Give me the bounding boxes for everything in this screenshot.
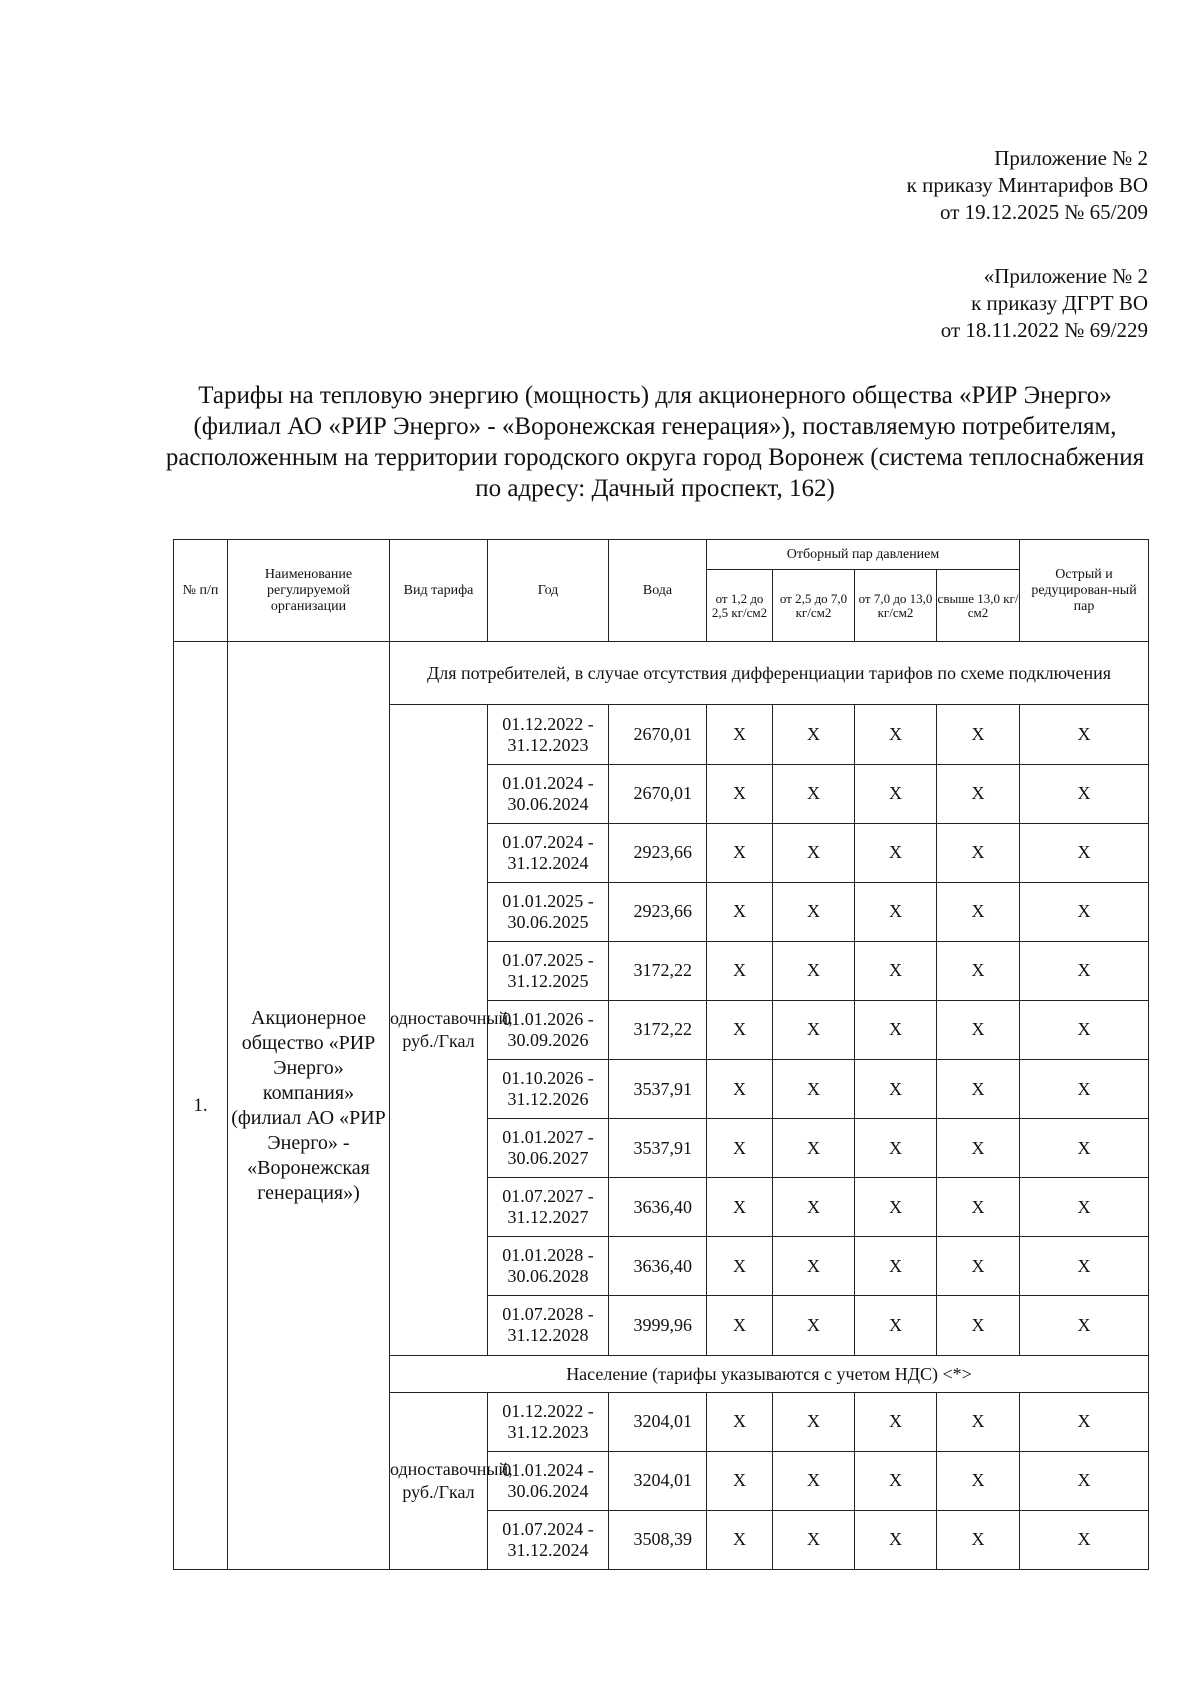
not-applicable-mark: X [937, 882, 1020, 941]
not-applicable-mark: X [707, 1000, 773, 1059]
water-value: 3204,01 [609, 1392, 707, 1451]
period-cell: 01.12.2022 - 31.12.2023 [488, 1392, 609, 1451]
not-applicable-mark: X [1020, 1296, 1149, 1355]
not-applicable-mark: X [855, 1237, 937, 1296]
not-applicable-mark: X [773, 705, 855, 764]
not-applicable-mark: X [707, 941, 773, 1000]
not-applicable-mark: X [937, 1178, 1020, 1237]
not-applicable-mark: X [1020, 823, 1149, 882]
not-applicable-mark: X [1020, 1000, 1149, 1059]
header-steam-group: Отборный пар давлением [707, 540, 1020, 570]
not-applicable-mark: X [1020, 1510, 1149, 1569]
section-heading: Население (тарифы указываются с учетом НДС) <*> [390, 1355, 1149, 1392]
prior-annex-reference [941, 263, 1148, 344]
not-applicable-mark: X [937, 1451, 1020, 1510]
not-applicable-mark: X [937, 705, 1020, 764]
water-value: 3172,22 [609, 941, 707, 1000]
period-cell: 01.07.2025 - 31.12.2025 [488, 941, 609, 1000]
annex-reference [907, 145, 1148, 226]
not-applicable-mark: X [773, 1510, 855, 1569]
water-value: 2923,66 [609, 882, 707, 941]
water-value: 3999,96 [609, 1296, 707, 1355]
not-applicable-mark: X [855, 1119, 937, 1178]
not-applicable-mark: X [707, 823, 773, 882]
not-applicable-mark: X [937, 1000, 1020, 1059]
not-applicable-mark: X [707, 705, 773, 764]
not-applicable-mark: X [773, 764, 855, 823]
water-value: 2670,01 [609, 705, 707, 764]
not-applicable-mark: X [1020, 705, 1149, 764]
not-applicable-mark: X [937, 941, 1020, 1000]
not-applicable-mark: X [773, 882, 855, 941]
not-applicable-mark: X [937, 764, 1020, 823]
prior-annex-line: «Приложение № 2 [983, 264, 1148, 288]
water-value: 3508,39 [609, 1510, 707, 1569]
not-applicable-mark: X [855, 882, 937, 941]
not-applicable-mark: X [937, 1119, 1020, 1178]
not-applicable-mark: X [707, 1296, 773, 1355]
not-applicable-mark: X [707, 1178, 773, 1237]
tariff-type: одноставочный, руб./Гкал [390, 1392, 488, 1569]
not-applicable-mark: X [707, 1451, 773, 1510]
section-heading: Для потребителей, в случае отсутствия дифференциации тарифов по схеме подключения [390, 642, 1149, 705]
period-cell: 01.07.2028 - 31.12.2028 [488, 1296, 609, 1355]
not-applicable-mark: X [855, 1178, 937, 1237]
not-applicable-mark: X [937, 1296, 1020, 1355]
not-applicable-mark: X [707, 764, 773, 823]
header-num: № п/п [174, 540, 228, 642]
not-applicable-mark: X [855, 1451, 937, 1510]
not-applicable-mark: X [855, 1392, 937, 1451]
not-applicable-mark: X [773, 1451, 855, 1510]
not-applicable-mark: X [773, 1392, 855, 1451]
water-value: 3537,91 [609, 1060, 707, 1119]
not-applicable-mark: X [855, 1296, 937, 1355]
not-applicable-mark: X [1020, 941, 1149, 1000]
header-org: Наименование регулируемой организации [228, 540, 390, 642]
not-applicable-mark: X [773, 1237, 855, 1296]
water-value: 2670,01 [609, 764, 707, 823]
header-tariff-type: Вид тарифа [390, 540, 488, 642]
not-applicable-mark: X [937, 823, 1020, 882]
header-water: Вода [609, 540, 707, 642]
prior-annex-line: от 18.11.2022 № 69/229 [940, 318, 1148, 342]
period-cell: 01.01.2024 - 30.06.2024 [488, 1451, 609, 1510]
water-value: 3204,01 [609, 1451, 707, 1510]
not-applicable-mark: X [707, 882, 773, 941]
not-applicable-mark: X [1020, 1237, 1149, 1296]
not-applicable-mark: X [1020, 1178, 1149, 1237]
not-applicable-mark: X [937, 1392, 1020, 1451]
not-applicable-mark: X [1020, 1392, 1149, 1451]
tariff-table-body [174, 642, 1149, 1570]
not-applicable-mark: X [855, 1060, 937, 1119]
water-value: 3636,40 [609, 1237, 707, 1296]
not-applicable-mark: X [937, 1237, 1020, 1296]
header-steam-1: от 1,2 до 2,5 кг/см2 [707, 570, 773, 642]
document-title: Тарифы на тепловую энергию (мощность) для акционерного общества «РИР Энерго» (филиал АО «РИР Энерго» - «Воронежская генерация»), поставляемую потребителям, расположенным на территории городского округа город Воронеж (система теплоснабжения по адресу: Дачный проспект, 162) [165, 382, 1145, 502]
water-value: 3172,22 [609, 1000, 707, 1059]
tariff-type: одноставочный, руб./Гкал [390, 705, 488, 1355]
period-cell: 01.10.2026 - 31.12.2026 [488, 1060, 609, 1119]
water-value: 3537,91 [609, 1119, 707, 1178]
header-year: Год [488, 540, 609, 642]
not-applicable-mark: X [855, 705, 937, 764]
period-cell: 01.07.2024 - 31.12.2024 [488, 1510, 609, 1569]
header-steam-4: свыше 13,0 кг/см2 [937, 570, 1020, 642]
header-sharp-steam: Острый и редуцирован-ный пар [1020, 540, 1149, 642]
period-cell: 01.12.2022 - 31.12.2023 [488, 705, 609, 764]
not-applicable-mark: X [773, 1296, 855, 1355]
organization-name: Акционерное общество «РИР Энерго» компания» (филиал АО «РИР Энерго» - «Воронежская генерация») [228, 642, 390, 1570]
annex-line: Приложение № 2 [994, 146, 1148, 170]
period-cell: 01.01.2028 - 30.06.2028 [488, 1237, 609, 1296]
period-cell: 01.07.2024 - 31.12.2024 [488, 823, 609, 882]
not-applicable-mark: X [707, 1392, 773, 1451]
not-applicable-mark: X [937, 1510, 1020, 1569]
not-applicable-mark: X [855, 823, 937, 882]
not-applicable-mark: X [707, 1237, 773, 1296]
water-value: 2923,66 [609, 823, 707, 882]
period-cell: 01.01.2027 - 30.06.2027 [488, 1119, 609, 1178]
not-applicable-mark: X [773, 1178, 855, 1237]
not-applicable-mark: X [937, 1060, 1020, 1119]
tariff-table [173, 539, 1149, 1570]
not-applicable-mark: X [1020, 1060, 1149, 1119]
not-applicable-mark: X [1020, 764, 1149, 823]
not-applicable-mark: X [1020, 882, 1149, 941]
period-cell: 01.01.2025 - 30.06.2025 [488, 882, 609, 941]
not-applicable-mark: X [855, 1000, 937, 1059]
not-applicable-mark: X [773, 1060, 855, 1119]
not-applicable-mark: X [855, 764, 937, 823]
not-applicable-mark: X [773, 823, 855, 882]
not-applicable-mark: X [773, 941, 855, 1000]
annex-line: от 19.12.2025 № 65/209 [939, 200, 1148, 224]
header-steam-3: от 7,0 до 13,0 кг/см2 [855, 570, 937, 642]
not-applicable-mark: X [773, 1000, 855, 1059]
not-applicable-mark: X [707, 1510, 773, 1569]
period-cell: 01.01.2024 - 30.06.2024 [488, 764, 609, 823]
prior-annex-line: к приказу ДГРТ ВО [971, 291, 1148, 315]
not-applicable-mark: X [773, 1119, 855, 1178]
row-number: 1. [174, 642, 228, 1570]
period-cell: 01.07.2027 - 31.12.2027 [488, 1178, 609, 1237]
header-steam-2: от 2,5 до 7,0 кг/см2 [773, 570, 855, 642]
not-applicable-mark: X [855, 941, 937, 1000]
not-applicable-mark: X [855, 1510, 937, 1569]
not-applicable-mark: X [707, 1060, 773, 1119]
not-applicable-mark: X [1020, 1119, 1149, 1178]
annex-line: к приказу Минтарифов ВО [906, 173, 1148, 197]
not-applicable-mark: X [707, 1119, 773, 1178]
period-cell: 01.01.2026 - 30.09.2026 [488, 1000, 609, 1059]
water-value: 3636,40 [609, 1178, 707, 1237]
not-applicable-mark: X [1020, 1451, 1149, 1510]
